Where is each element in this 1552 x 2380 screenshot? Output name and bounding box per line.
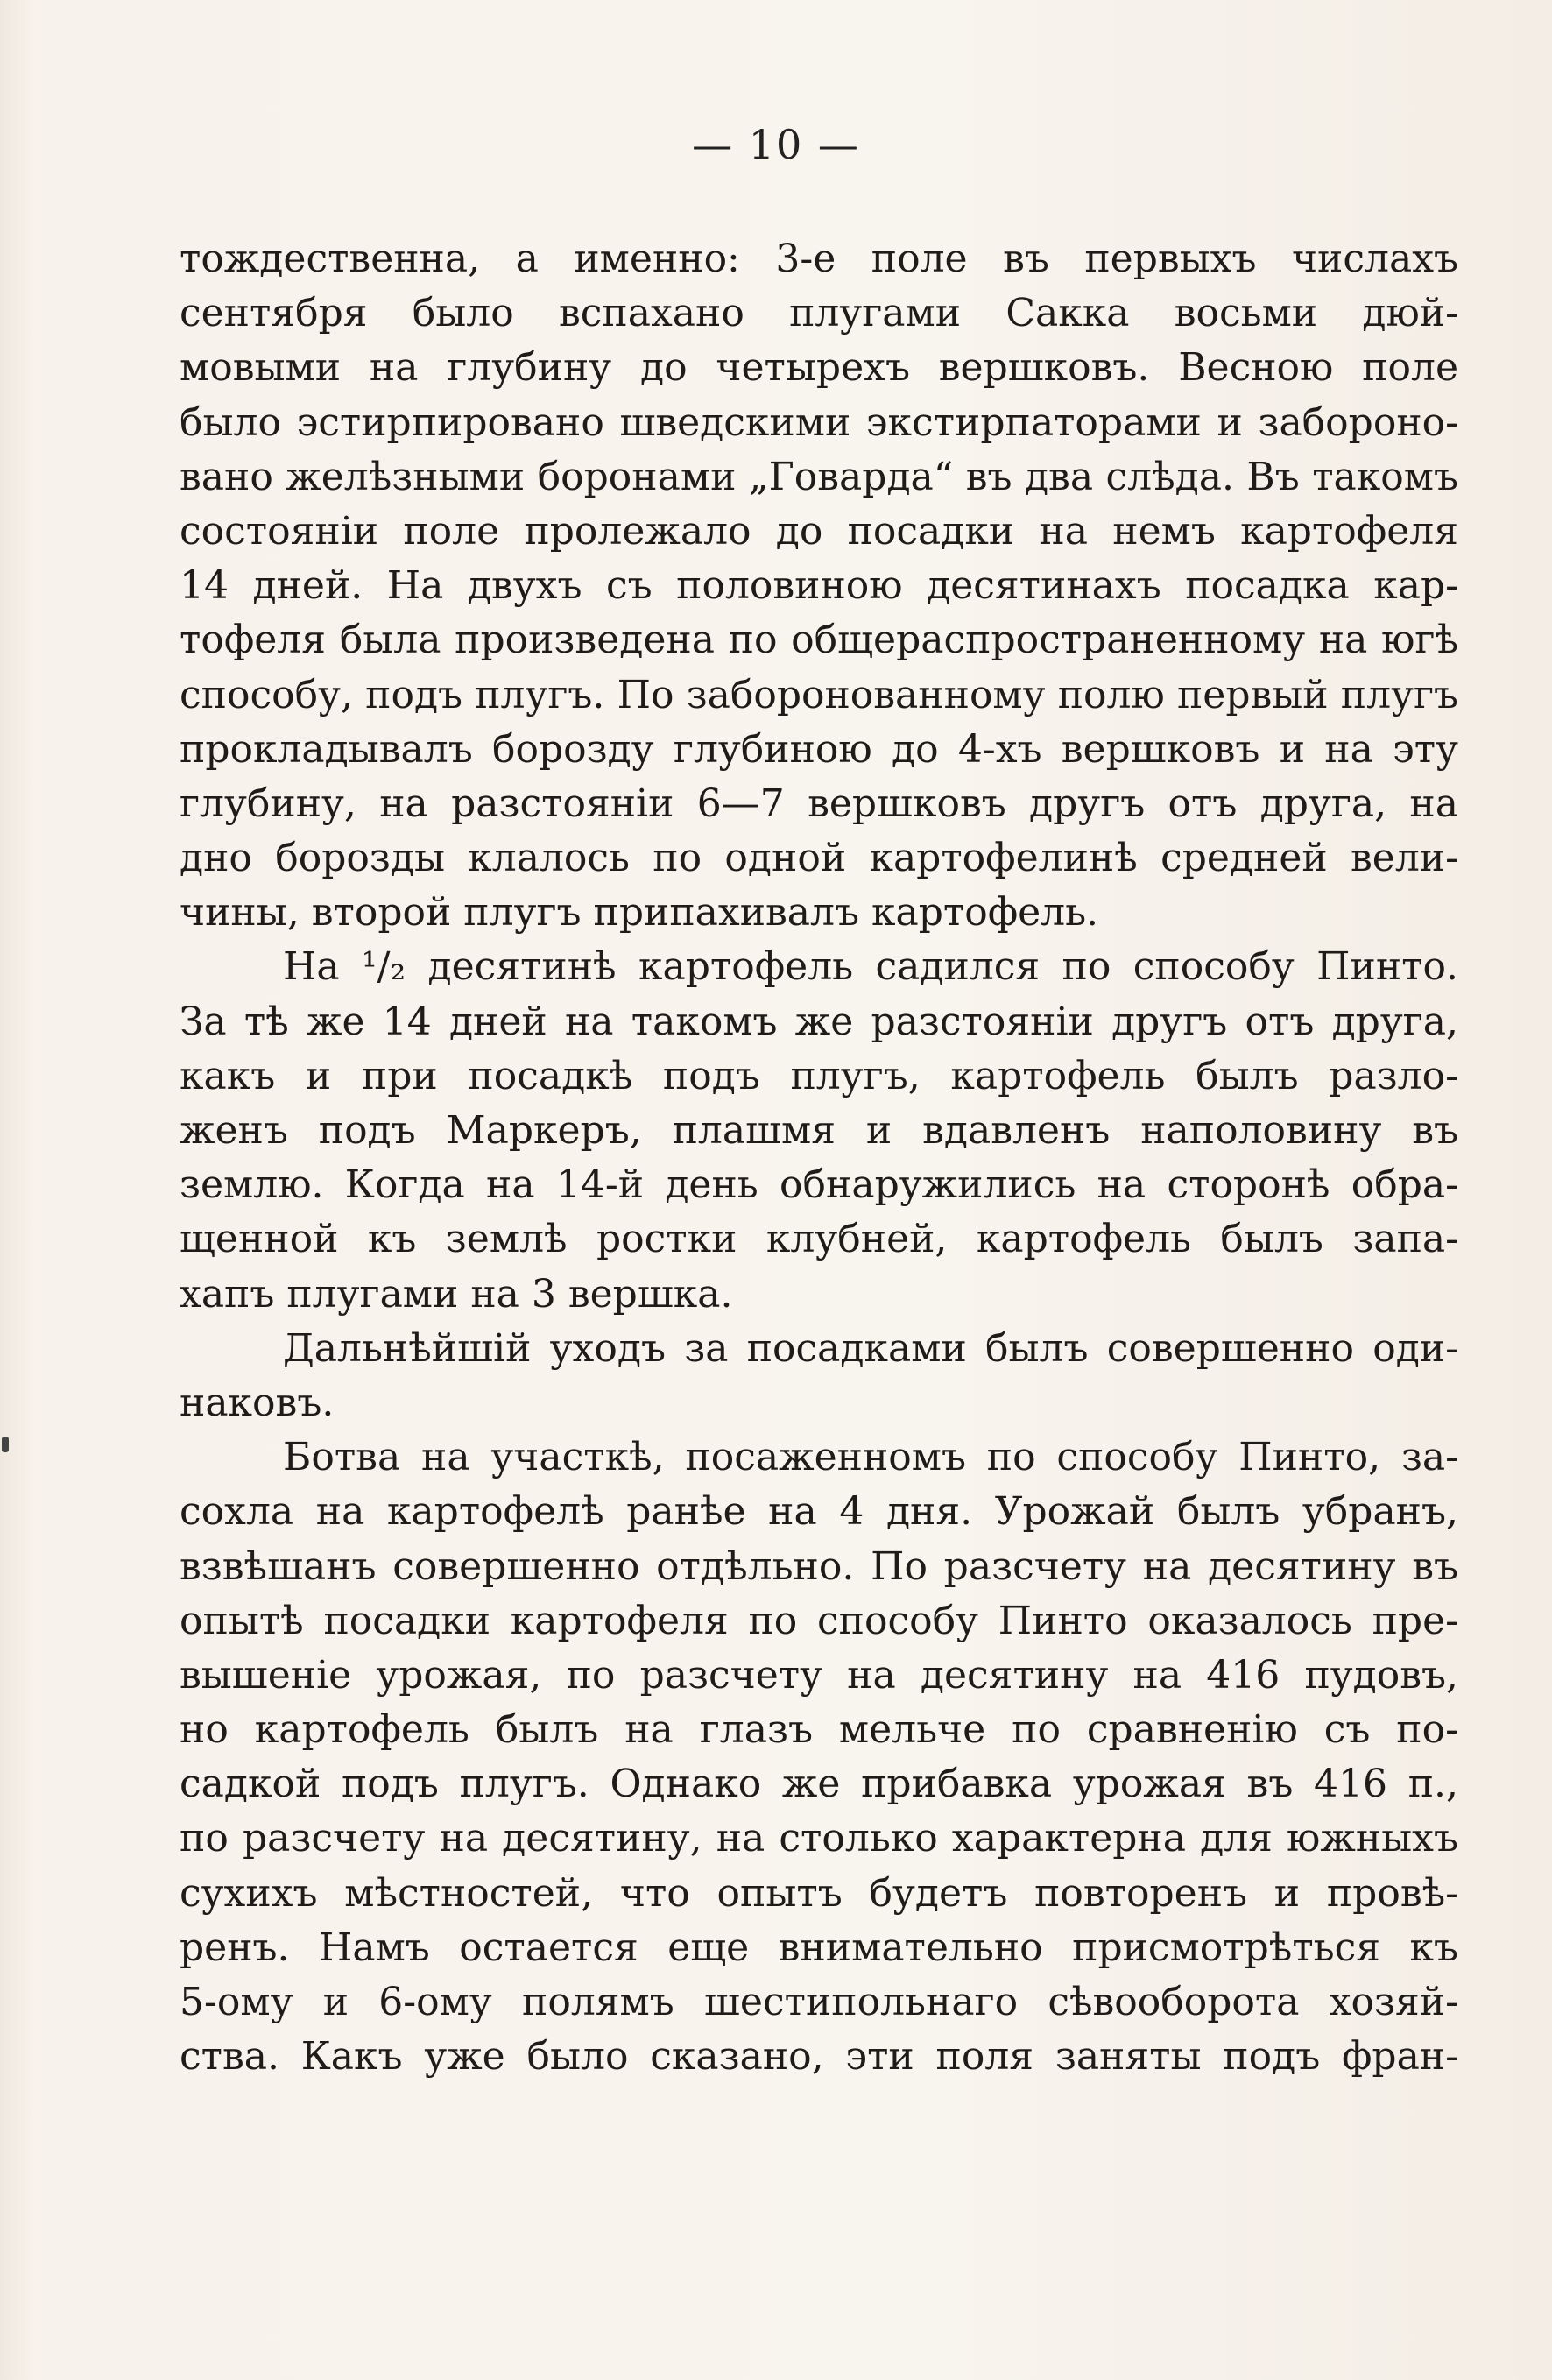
body-text	[180, 232, 1458, 2084]
text-line: взвѣшанъ совершенно отдѣльно. По разсчету на десятину въ	[180, 1543, 1458, 1589]
text-line: За тѣ же 14 дней на такомъ же разстояніи другъ отъ друга,	[180, 999, 1458, 1044]
text-line: садкой подъ плугъ. Однако же прибавка урожая въ 416 п.,	[180, 1762, 1458, 1807]
binding-mark	[2, 1437, 9, 1452]
text-line: тофеля была произведена по общераспространенному на югѣ	[180, 618, 1458, 663]
text-line: щенной къ землѣ ростки клубней, картофель былъ запа-	[180, 1217, 1458, 1262]
text-line: дно борозды клалось по одной картофелинѣ средней вели-	[180, 836, 1458, 881]
text-line: способу, подъ плугъ. По заборонованному полю первый плугъ	[180, 672, 1458, 717]
text-line: 14 дней. На двухъ съ половиною десятинахъ посадка кар-	[180, 563, 1458, 609]
text-line: чины, второй плугъ припахивалъ картофель.	[180, 890, 1099, 936]
text-line: 5-ому и 6-ому полямъ шестипольнаго сѣвооборота хозяй-	[180, 1980, 1458, 2024]
text-line: вано желѣзными боронами „Говарда“ въ два слѣда. Въ такомъ	[180, 454, 1458, 499]
text-line: землю. Когда на 14-й день обнаружились на сторонѣ обра-	[180, 1162, 1458, 1208]
text-line: ства. Какъ уже было сказано, эти поля заняты подъ фран-	[180, 2034, 1458, 2080]
text-line: опытѣ посадки картофеля по способу Пинто оказалось пре-	[180, 1598, 1458, 1643]
text-line: но картофель былъ на глазъ мельче по сравненію съ по-	[180, 1707, 1458, 1753]
text-line: состояніи поле пролежало до посадки на немъ картофеля	[180, 508, 1458, 554]
text-line: женъ подъ Маркеръ, плашмя и вдавленъ наполовину въ	[180, 1108, 1458, 1153]
text-line: мовыми на глубину до четырехъ вершковъ. Весною поле	[180, 345, 1458, 391]
text-line: сохла на картофелѣ ранѣе на 4 дня. Урожай былъ убранъ,	[180, 1489, 1458, 1535]
text-line: глубину, на разстояніи 6—7 вершковъ другъ отъ друга, на	[180, 780, 1458, 826]
text-line: хапъ плугами на 3 вершка.	[180, 1271, 733, 1317]
text-line: какъ и при посадкѣ подъ плугъ, картофель былъ разло-	[180, 1053, 1458, 1098]
text-line: Ботва на участкѣ, посаженномъ по способу Пинто, за-	[283, 1435, 1458, 1480]
text-line: по разсчету на десятину, на столько характерна для южныхъ	[180, 1816, 1458, 1861]
text-line: сухихъ мѣстностей, что опытъ будетъ повторенъ и провѣ-	[180, 1870, 1458, 1916]
page-number: — 10 —	[692, 121, 860, 168]
text-line: вышеніе урожая, по разсчету на десятину на 416 пудовъ,	[180, 1652, 1458, 1698]
text-line: было эстирпировано шведскими экстирпаторами и забороно-	[180, 399, 1458, 445]
text-line: Дальнѣйшій уходъ за посадками былъ совершенно оди-	[283, 1325, 1458, 1371]
text-line: сентября было вспахано плугами Сакка восьми дюй-	[180, 291, 1458, 336]
text-line: наковъ.	[180, 1380, 335, 1425]
text-line: тождественна, а именно: 3-е поле въ первыхъ числахъ	[180, 237, 1458, 281]
text-line: На ¹/₂ десятинѣ картофель садился по способу Пинто.	[283, 944, 1458, 990]
text-line: прокладывалъ борозду глубиною до 4-хъ вершковъ и на эту	[180, 726, 1458, 772]
text-line: ренъ. Намъ остается еще внимательно присмотрѣться къ	[180, 1924, 1458, 1970]
